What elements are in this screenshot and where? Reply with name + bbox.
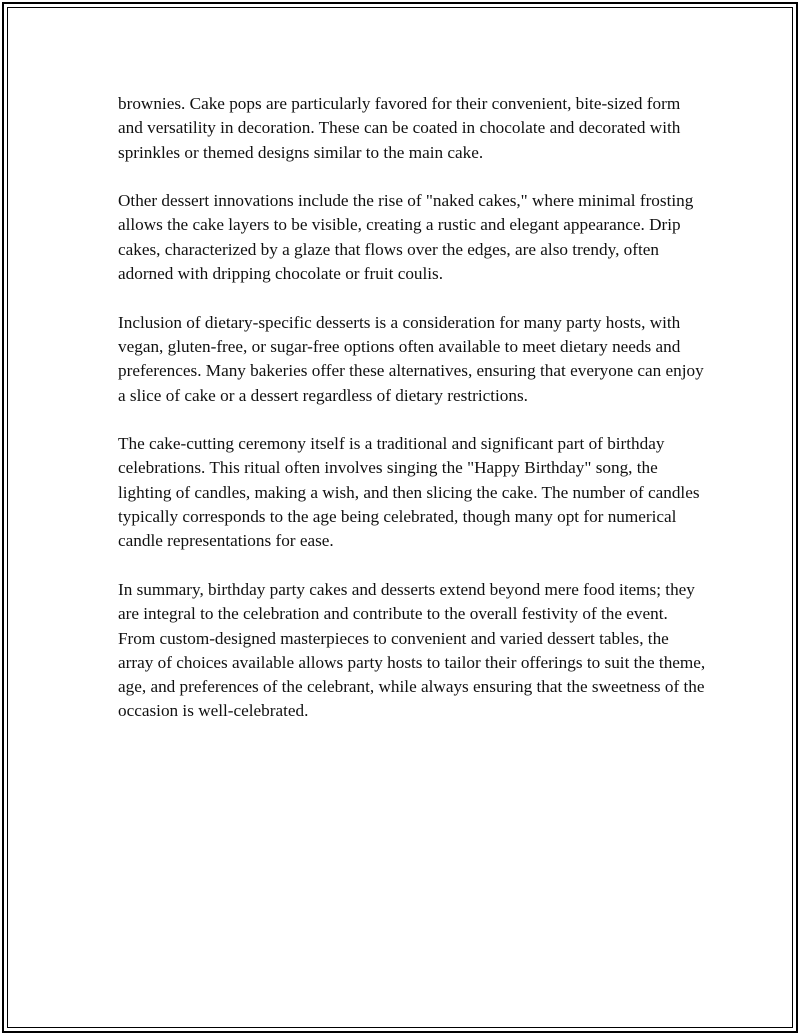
paragraph-cake-pops: brownies. Cake pops are particularly favored for their convenient, bite-sized form and versatility in decoration. These can be coated in chocolate and decorated with sprinkles or themed designs similar to the main cake. <box>118 94 681 162</box>
document-body <box>118 92 708 748</box>
paragraph-dietary-desserts: Inclusion of dietary-specific desserts is a consideration for many party hosts, with vegan, gluten-free, or sugar-free options often available to meet dietary needs and preferences. Many bakeries offer these alternatives, ensuring that everyone can enjoy a slice of cake or a dessert regardless of dietary restrictions. <box>118 312 704 405</box>
paragraph-dessert-innovations: Other dessert innovations include the rise of "naked cakes," where minimal frosting allows the cake layers to be visible, creating a rustic and elegant appearance. Drip cakes, characterized by a glaze that flows over the edges, are also trendy, often adorned with dripping chocolate or fruit coulis. <box>118 191 694 284</box>
paragraph-summary: In summary, birthday party cakes and desserts extend beyond mere food items; they are integral to the celebration and contribute to the overall festivity of the event. From custom-designed masterpieces to convenient and varied dessert tables, the array of choices available allows party hosts to tailor their offerings to suit the theme, age, and preferences of the celebrant, while always ensuring that the sweetness of the occasion is well-celebrated. <box>118 579 706 721</box>
paragraph-cake-cutting: The cake-cutting ceremony itself is a traditional and significant part of birthday celebrations. This ritual often involves singing the "Happy Birthday" song, the lighting of candles, making a wish, and then slicing the cake. The number of candles typically corresponds to the age being celebrated, though many opt for numerical candle representations for ease. <box>118 434 700 551</box>
